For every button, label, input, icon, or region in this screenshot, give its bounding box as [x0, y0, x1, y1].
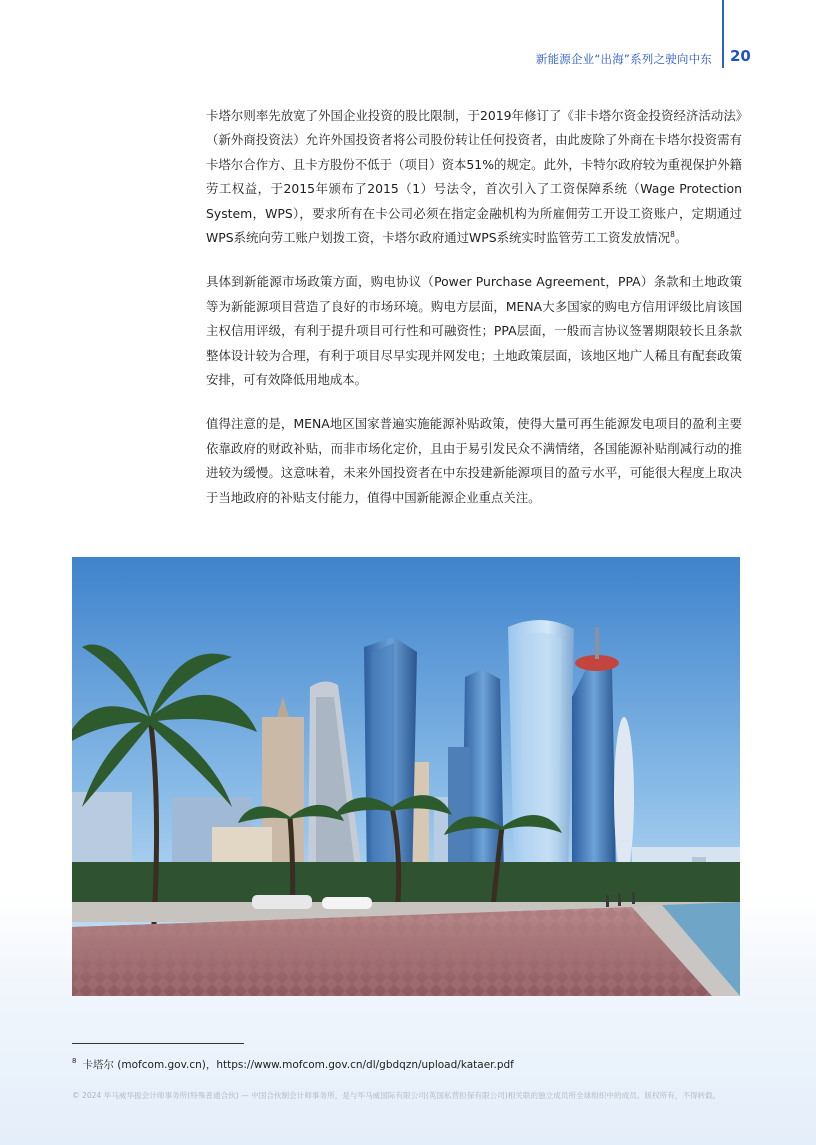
footnote-rule — [72, 1043, 244, 1044]
body-text — [206, 104, 742, 530]
header-title: 新能源企业“出海”系列之驶向中东 — [535, 52, 712, 66]
page-number: 20 — [730, 47, 751, 65]
paragraph-text: 卡塔尔则率先放宽了外国企业投资的股比限制，于2019年修订了《非卡塔尔资金投资经济活动法》（新外商投资法）允许外国投资者将公司股份转让任何投资者，由此废除了外商在卡塔尔投资需有卡塔尔合作方、且卡方股份不低于（项目）资本51%的规定。此外，卡特尔政府较为重视保护外籍劳工权益，于2015年颁布了2015（1）号法令，首次引入了工资保障系统（Wage Protection System，WPS），要求所有在卡公司必须在指定金融机构为所雇佣劳工开设工资账户，定期通过WPS系统向劳工账户划拨工资，卡塔尔政府通过WPS系统实时监管劳工工资发放情况 — [206, 108, 742, 246]
header-divider-line — [722, 0, 724, 68]
footnote-number: 8 — [72, 1057, 77, 1065]
paragraph-market-policy: 具体到新能源市场政策方面，购电协议（Power Purchase Agreement，PPA）条款和土地政策等为新能源项目营造了良好的市场环境。购电方层面，MENA大多国家的购电方信用评级比肩该国主权信用评级，有利于提升项目可行性和可融资性；PPA层面，一般而言协议签署期限较长且条款整体设计较为合理，有利于项目尽早实现并网发电；土地政策层面，该地区地广人稀且有配套政策安排，可有效降低用地成本。 — [206, 274, 742, 388]
footnote-text[interactable]: 卡塔尔 (mofcom.gov.cn)，https://www.mofcom.gov.cn/dl/gbdqzn/upload/kataer.pdf — [82, 1059, 514, 1071]
doha-skyline-photo — [72, 557, 740, 996]
paragraph-qatar-investment: 卡塔尔则率先放宽了外国企业投资的股比限制，于2019年修订了《非卡塔尔资金投资经济活动法》（新外商投资法）允许外国投资者将公司股份转让任何投资者，由此废除了外商在卡塔尔投资需有卡塔尔合作方、且卡方股份不低于（项目）资本51%的规定。此外，卡特尔政府较为重视保护外籍劳工权益，于2015年颁布了2015（1）号法令，首次引入了工资保障系统（Wage Protection System，WPS），要求所有在卡公司必须在指定金融机构为所雇佣劳工开设工资账户，定期通过WPS系统向劳工账户划拨工资，卡塔尔政府通过WPS系统实时监管劳工工资发放情况$^8$。 — [206, 108, 742, 246]
footnote — [72, 1057, 514, 1072]
footnote-reference[interactable]: 8 — [670, 229, 675, 239]
copyright-notice: © 2024 毕马威华振会计师事务所(特殊普通合伙) — 中国合伙制会计师事务所，是与毕马威国际有限公司(英国私营担保有限公司)相关联的独立成员所全球组织中的成员。版权所有，不得转载。 — [72, 1091, 721, 1100]
paragraph-subsidy-note: 值得注意的是，MENA地区国家普遍实施能源补贴政策，使得大量可再生能源发电项目的盈利主要依靠政府的财政补贴，而非市场化定价，且由于易引发民众不满情绪，各国能源补贴削减行动的推进较为缓慢。这意味着，未来外国投资者在中东投建新能源项目的盈亏水平，可能很大程度上取决于当地政府的补贴支付能力，值得中国新能源企业重点关注。 — [206, 416, 742, 505]
